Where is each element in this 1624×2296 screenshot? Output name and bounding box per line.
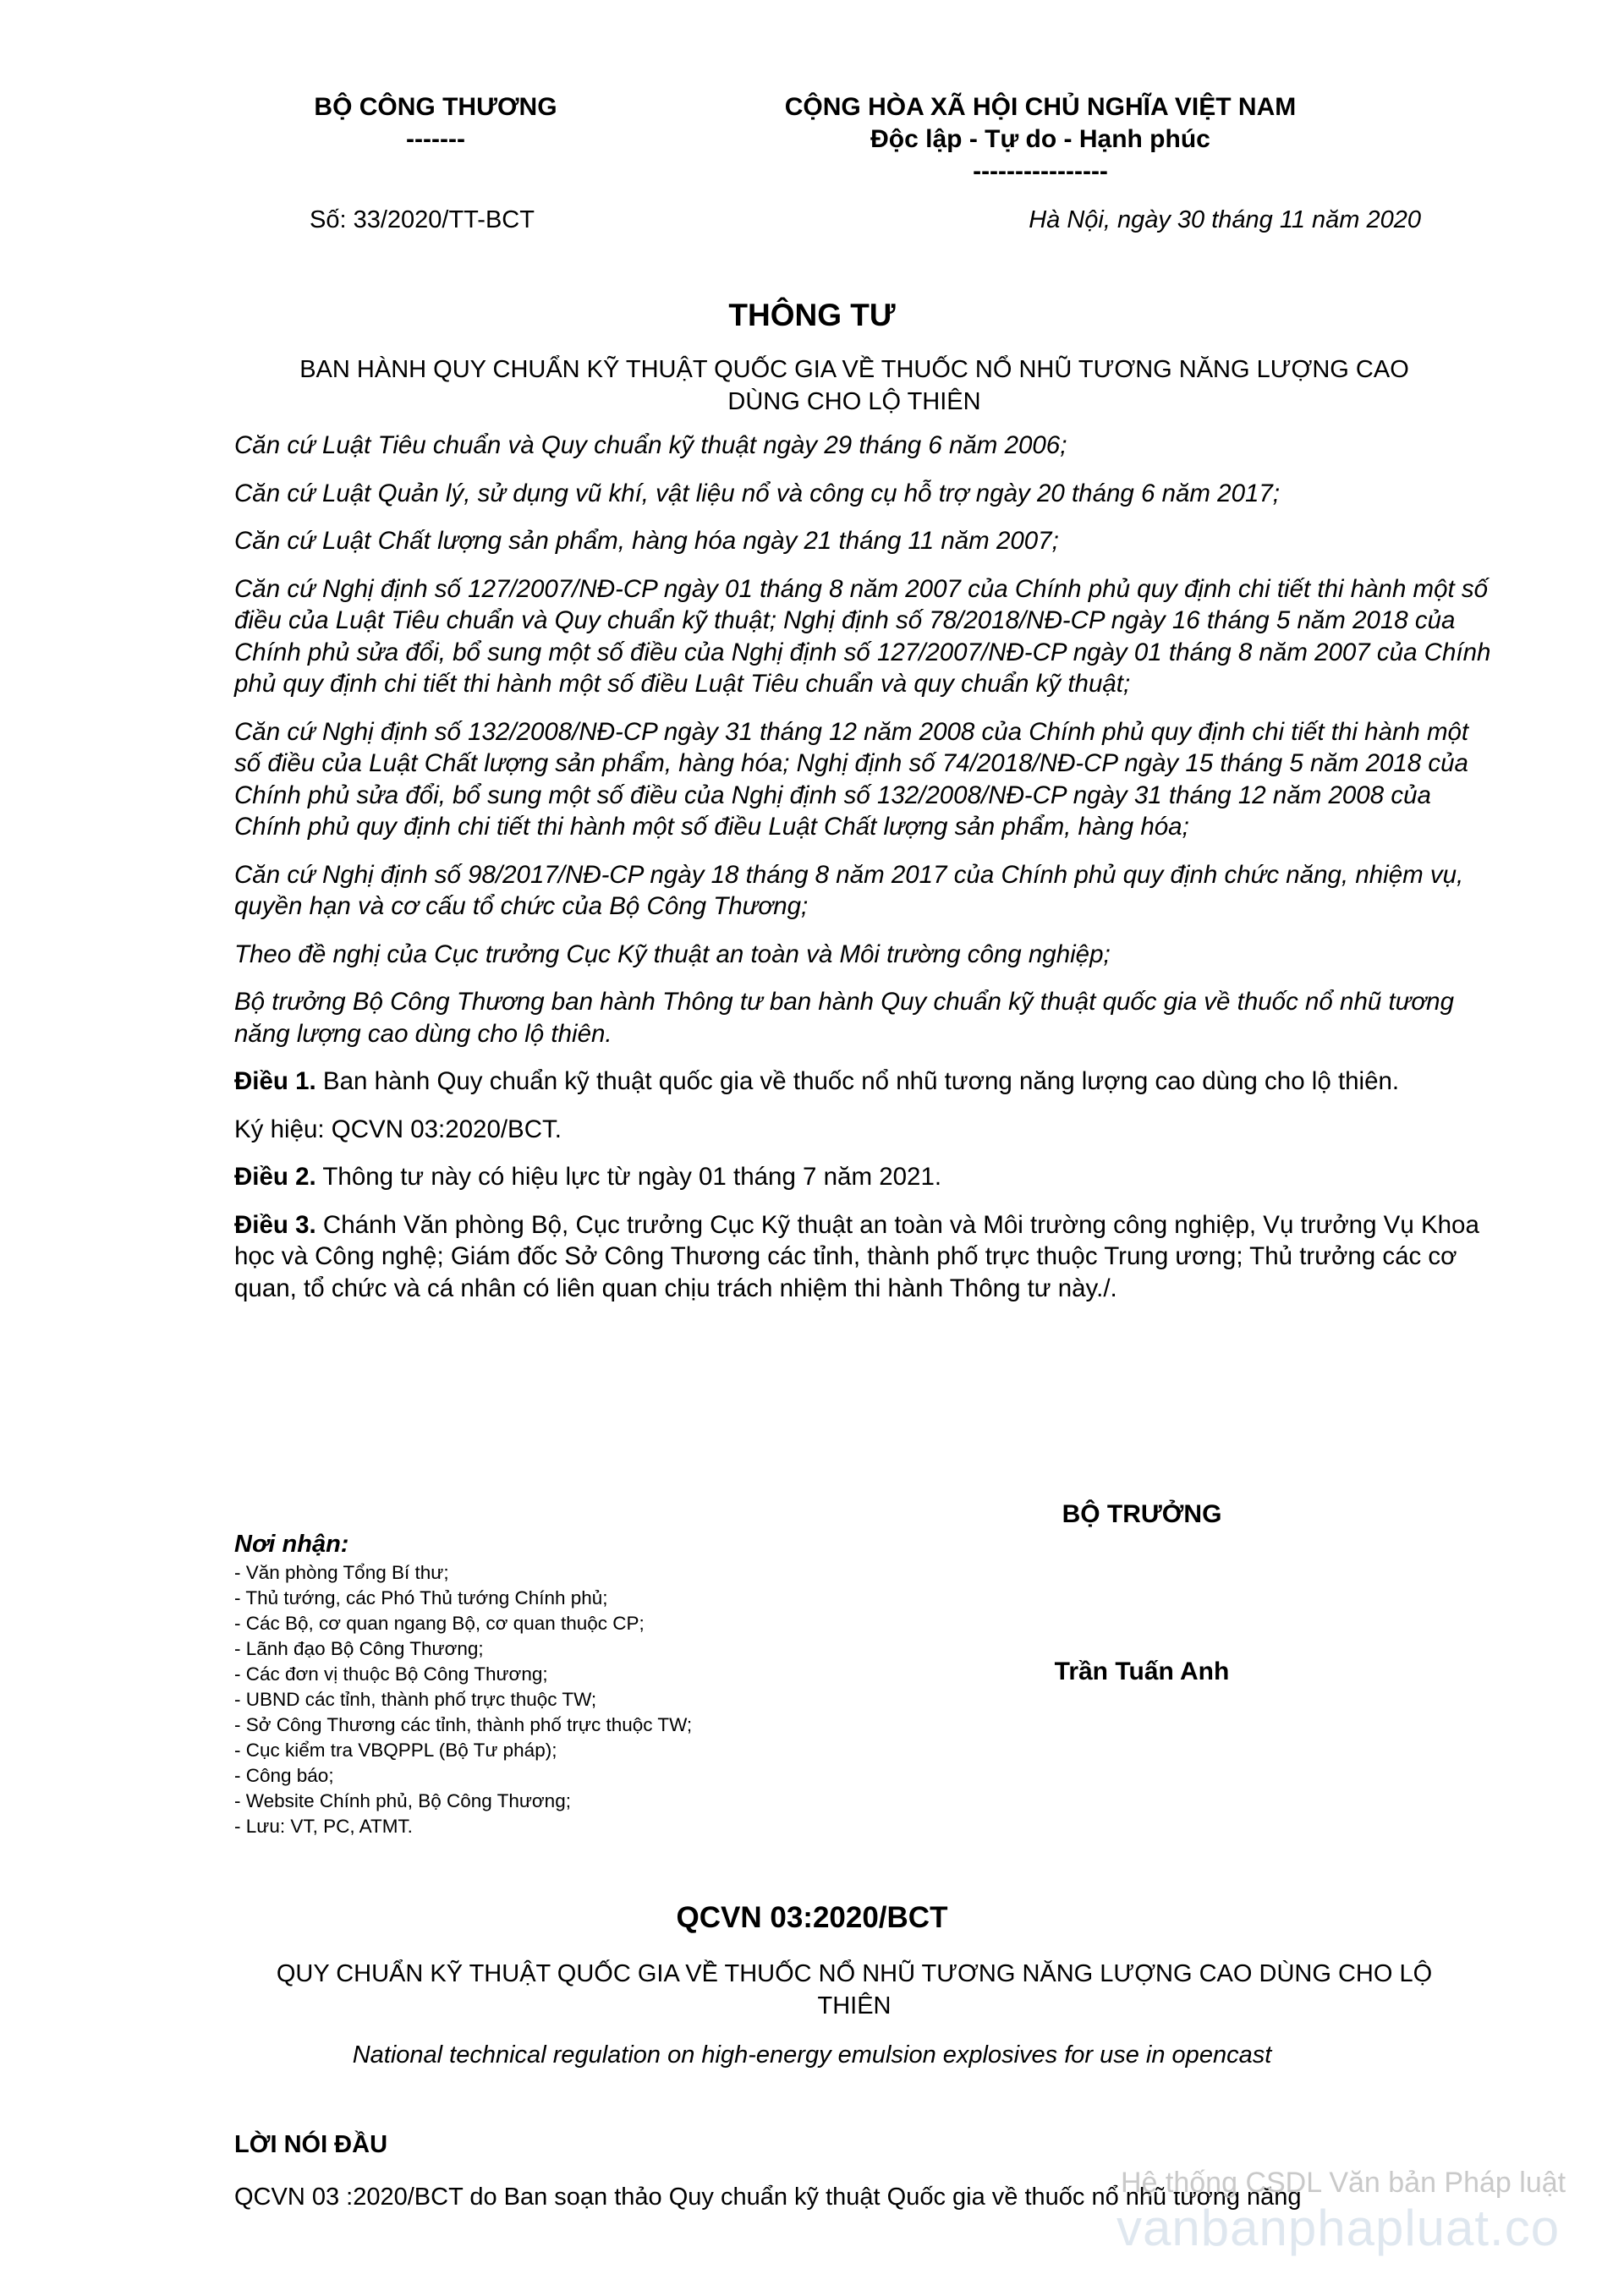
symbol-line: Ký hiệu: QCVN 03:2020/BCT. xyxy=(234,1115,562,1143)
foreword-heading: LỜI NÓI ĐẦU xyxy=(234,2131,388,2158)
list-item: - Văn phòng Tổng Bí thư; xyxy=(234,1562,449,1583)
document-body xyxy=(234,430,1493,1320)
signer-name: Trần Tuấn Anh xyxy=(1054,1658,1230,1685)
recipients-block xyxy=(234,1531,911,1839)
list-item: - UBND các tỉnh, thành phố trực thuộc TW; xyxy=(234,1689,597,1710)
motto-rule: ---------------- xyxy=(973,157,1108,185)
signer-title: BỘ TRƯỞNG xyxy=(1062,1500,1222,1528)
article-3-text: Chánh Văn phòng Bộ, Cục trưởng Cục Kỹ thuật an toàn và Môi trường công nghiệp, Vụ trưởng Vụ Khoa học và Công nghệ; Giám đốc Sở Công Thương các tỉnh, thành phố trực thuộc Trung ương; Thủ trưởng các cơ quan, tổ chức và cá nhân có liên quan chịu trách nhiệm thi hành Thông tư này./. xyxy=(234,1210,1479,1302)
preamble-paragraph: Bộ trưởng Bộ Công Thương ban hành Thông tư ban hành Quy chuẩn kỹ thuật quốc gia về thuốc nổ nhũ tương năng lượng cao dùng cho lộ thiên. xyxy=(234,988,1454,1048)
preamble-paragraph: Căn cứ Luật Quản lý, sử dụng vũ khí, vật liệu nổ và công cụ hỗ trợ ngày 20 tháng 6 năm 2017; xyxy=(234,479,1280,507)
national-title: CỘNG HÒA XÃ HỘI CHỦ NGHĨA VIỆT NAM xyxy=(784,93,1297,121)
preamble-paragraph: Căn cứ Luật Chất lượng sản phẩm, hàng hóa ngày 21 tháng 11 năm 2007; xyxy=(234,527,1059,555)
list-item: - Thủ tướng, các Phó Thủ tướng Chính phủ; xyxy=(234,1587,608,1608)
issuing-authority-block xyxy=(254,91,617,156)
list-item: - Các Bộ, cơ quan ngang Bộ, cơ quan thuộc CP; xyxy=(234,1613,645,1634)
article-2-text: Thông tư này có hiệu lực từ ngày 01 tháng 7 năm 2021. xyxy=(315,1163,942,1191)
national-motto: Độc lập - Tự do - Hạnh phúc xyxy=(870,125,1210,153)
watermark-domain: vanbanphapluat.co xyxy=(1116,2200,1561,2256)
preamble-paragraph: Căn cứ Nghị định số 127/2007/NĐ-CP ngày 01 tháng 8 năm 2007 của Chính phủ quy định chi tiết thi hành một số điều của Luật Tiêu chuẩn và Quy chuẩn kỹ thuật; Nghị định số 78/2018/NĐ-CP ngày 16 tháng 5 năm 2018 của Chính phủ sửa đổi, bổ sung một số điều của Nghị định số 127/2007/NĐ-CP ngày 01 tháng 8 năm 2007 của Chính phủ quy định chi tiết thi hành một số điều Luật Tiêu chuẩn và quy chuẩn kỹ thuật; xyxy=(234,574,1491,698)
standard-code: QCVN 03:2020/BCT xyxy=(676,1901,948,1934)
list-item: - Các đơn vị thuộc Bộ Công Thương; xyxy=(234,1663,548,1685)
article-1-text: Ban hành Quy chuẩn kỹ thuật quốc gia về thuốc nổ nhũ tương năng lượng cao dùng cho lộ thiên. xyxy=(315,1067,1400,1095)
preamble-paragraph: Theo đề nghị của Cục trưởng Cục Kỹ thuật an toàn và Môi trường công nghiệp; xyxy=(234,940,1111,968)
preamble-paragraph: Căn cứ Nghị định số 132/2008/NĐ-CP ngày 31 tháng 12 năm 2008 của Chính phủ quy định chi tiết thi hành một số điều của Luật Chất lượng sản phẩm, hàng hóa; Nghị định số 74/2018/NĐ-CP ngày 15 tháng 5 năm 2018 của Chính phủ sửa đổi, bổ sung một số điều của Nghị định số 132/2008/NĐ-CP ngày 31 tháng 12 năm 2008 của Chính phủ quy định chi tiết thi hành một số điều Luật Chất lượng sản phẩm, hàng hóa; xyxy=(234,717,1469,841)
article-2 xyxy=(234,1161,1493,1193)
document-type-title: THÔNG TƯ xyxy=(728,298,896,332)
standard-title: QUY CHUẨN KỸ THUẬT QUỐC GIA VỀ THUỐC NỔ NHŨ TƯƠNG NĂNG LƯỢNG CAO DÙNG CHO LỘ THIÊN xyxy=(276,1960,1433,2019)
document-number: Số: 33/2020/TT-BCT xyxy=(310,206,535,233)
article-3-label: Điều 3. xyxy=(234,1210,316,1239)
document-subtitle: BAN HÀNH QUY CHUẨN KỸ THUẬT QUỐC GIA VỀ THUỐC NỔ NHŨ TƯƠNG NĂNG LƯỢNG CAO DÙNG CHO LỘ THIÊN xyxy=(299,356,1409,415)
recipients-heading: Nơi nhận: xyxy=(234,1531,349,1558)
article-1-label: Điều 1. xyxy=(234,1067,316,1095)
standard-english-title: National technical regulation on high-energy emulsion explosives for use in opencast xyxy=(352,2041,1272,2069)
preamble-paragraph: Căn cứ Nghị định số 98/2017/NĐ-CP ngày 18 tháng 8 năm 2017 của Chính phủ quy định chức năng, nhiệm vụ, quyền hạn và cơ cấu tổ chức của Bộ Công Thương; xyxy=(234,860,1464,920)
national-title-block xyxy=(727,91,1353,188)
list-item: - Lưu: VT, PC, ATMT. xyxy=(234,1816,413,1837)
article-2-label: Điều 2. xyxy=(234,1163,316,1191)
list-item: - Cục kiểm tra VBQPPL (Bộ Tư pháp); xyxy=(234,1740,557,1761)
authority-rule: ------- xyxy=(406,125,465,153)
article-3 xyxy=(234,1209,1493,1305)
list-item: - Website Chính phủ, Bộ Công Thương; xyxy=(234,1790,571,1811)
list-item: - Lãnh đạo Bộ Công Thương; xyxy=(234,1638,484,1659)
list-item: - Công báo; xyxy=(234,1765,334,1786)
document-date: Hà Nội, ngày 30 tháng 11 năm 2020 xyxy=(1029,206,1421,233)
recipients-list xyxy=(234,1560,911,1839)
watermark-caption: Hệ thống CSDL Văn bản Pháp luật xyxy=(1121,2167,1566,2199)
article-1 xyxy=(234,1066,1493,1098)
issuing-authority: BỘ CÔNG THƯƠNG xyxy=(314,93,557,121)
list-item: - Sở Công Thương các tỉnh, thành phố trực thuộc TW; xyxy=(234,1714,693,1735)
foreword-text: QCVN 03 :2020/BCT do Ban soạn thảo Quy chuẩn kỹ thuật Quốc gia về thuốc nổ nhũ tương năng xyxy=(234,2184,1302,2211)
preamble-paragraph: Căn cứ Luật Tiêu chuẩn và Quy chuẩn kỹ thuật ngày 29 tháng 6 năm 2006; xyxy=(234,431,1067,459)
